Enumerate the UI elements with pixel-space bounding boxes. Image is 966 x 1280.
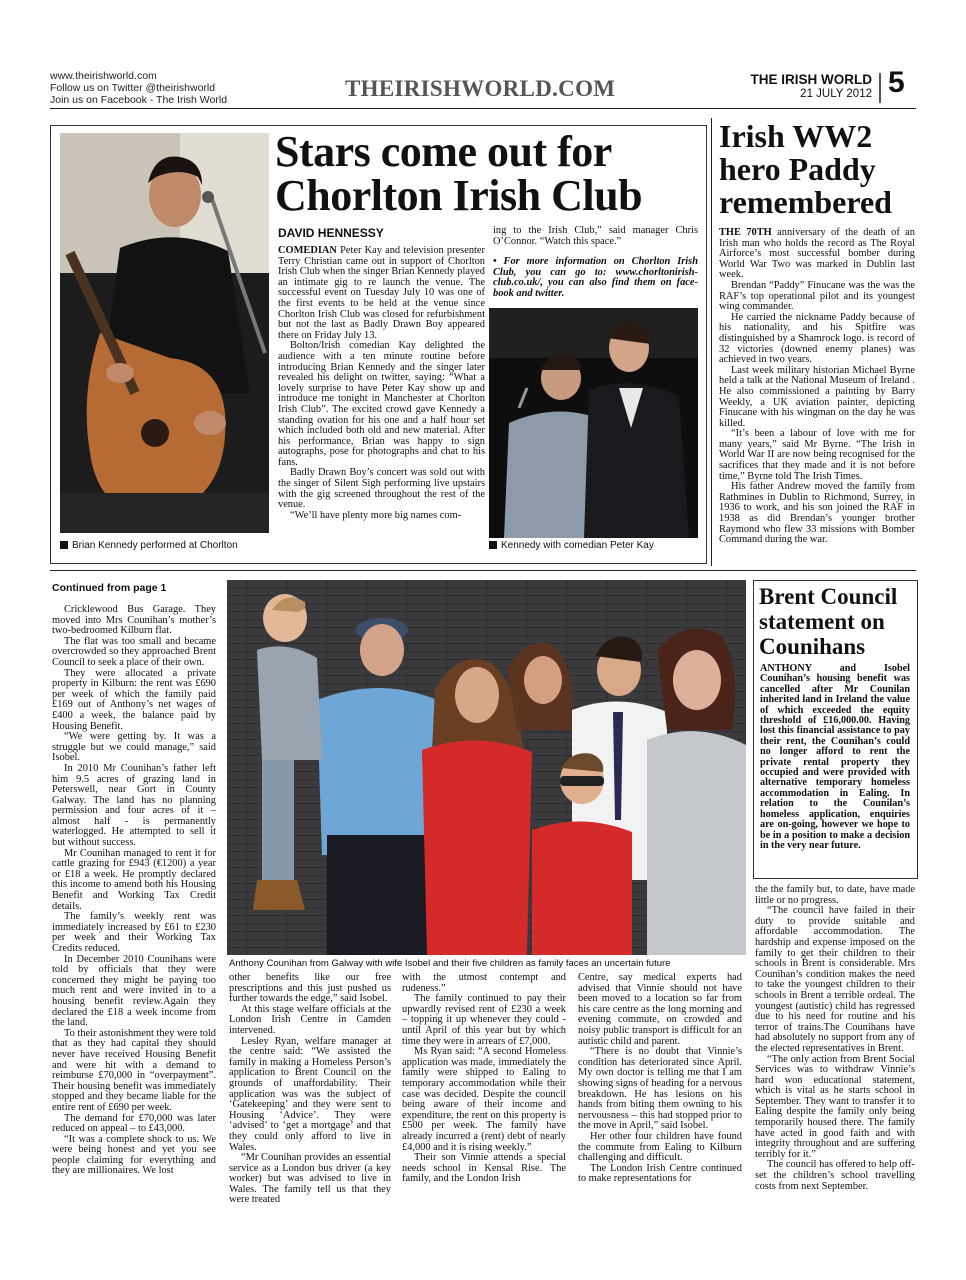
- story3-c5-p4: The council has offered to help off-set the children’s school travelling costs from next September.: [755, 1159, 915, 1192]
- story3-c4-p4: The London Irish Centre continued to make representations for: [578, 1162, 742, 1185]
- story3-c1-p7: The family’s weekly rent was immediately increased by £61 to £230 per week and their Working Tax Credits reduced.: [52, 911, 216, 954]
- page-number: 5: [888, 66, 905, 99]
- story2-headline-line3: remembered: [719, 184, 892, 220]
- story3-column4: [578, 973, 742, 1185]
- story3-column2: [229, 973, 391, 1206]
- story3-c1-p2: The flat was too small and became overcrowded so they approached Brent Council to seek a place of their own.: [52, 635, 216, 668]
- sidebar-statement: ANTHONY and Isobel Counihan’s housing benefit was cancelled after Mr Counilan inherited land in Ireland the value of which exceeded the equity threshold of £16,000.00. Having lost this financial assistance to pay their rent, the Counihan’s could no longer afford to rent the private rental property they occupied and were provided with alternative temporary homeless accommodation in Ealing. In relation to the Counilan’s homeless application, enquiries are on-going, however we hope to be in a position to make a decision in the very near future.: [760, 663, 910, 851]
- story3-c1-p10: The demand for £70,000 was later reduced on appeal – to £43,000.: [52, 1112, 216, 1135]
- paper-name: THE IRISH WORLD: [750, 72, 872, 87]
- story3-c3-p1: with the utmost contempt and rudeness.”: [402, 972, 566, 994]
- photo2-caption: [489, 540, 699, 552]
- story3-c3-p2: The family continued to pay their upwardly revised rent of £230 a week – topping it up whenever they could - until April of this year but by which time they were in arrears of £7,000.: [402, 993, 566, 1047]
- story2-para3: He carried the nickname Paddy because of his nationality, and his Spitfire was distinguished by a Shamrock logo. is record of 32 victories (downed enemy planes) was achieved in two years.: [719, 311, 915, 366]
- photo-kennedy-peter-kay: [489, 308, 698, 538]
- story3-c1-p4: “We were getting by. It was a struggle but we could manage,” said Isobel.: [52, 731, 216, 764]
- story3-c2-p3: Lesley Ryan, welfare manager at the centre said: “We assisted the family in making a Homeless Person’s application to Brent Council on the grounds of unaffordability. Their application was was the subject of ‘Gatekeeping’ and they were sent to Housing ‘Advice’. They were ‘advised’ to ‘get a mortgage’ and that they could only afford to live in Wales.: [229, 1035, 391, 1153]
- story2-para2: Brendan “Paddy” Finucane was the was the RAF’s top operational pilot and its youngest wing commander.: [719, 279, 915, 313]
- facebook-line: Join us on Facebook - The Irish World: [50, 94, 228, 106]
- story3-c4-p2: “There is no doubt that Vinnie’s condition has deteriorated since April. My own doctor is telling me that I am showing signs of heading for a nervous breakdown. He has lesions on his hands from biting them owning to his nervousness – this had stopped prior to the move in April,” said Isobel.: [578, 1046, 742, 1132]
- sidebar-headline-line3: Counihans: [759, 634, 866, 659]
- story3-c5-p3: “The only action from Brent Social Services was to withdraw Vinnie’s hard won educational statement, which is vital as he starts school in September. They want to transfer it to Ealing despite the family only being temporarily housed there. The family have acted in good faith and with integrity throughout and are suffering terribly for it.”: [755, 1053, 915, 1160]
- section-rule: [50, 570, 916, 571]
- story3-c1-p11: “It was a complete shock to us. We were being honest and yet you see people claiming for everything and they are millionaires. We lost: [52, 1133, 216, 1177]
- story2-headline-line2: hero Paddy: [719, 151, 876, 187]
- story3-column1: [52, 605, 216, 1177]
- story1-col2-text: ing to the Irish Club,” said manager Chris O’Connor. “Watch this space.”: [493, 225, 698, 247]
- story3-c4-p3: Her other four children have found the commute from Ealing to Kilburn challenging and difficult.: [578, 1130, 742, 1164]
- story1-column1: [278, 246, 485, 521]
- story3-c1-p3: They were allocated a private property in Kilburn: the rent was £690 per week of which the family paid £169 out of Anthony’s net wages of £400 a week, the balance paid by Housing Benefit.: [52, 667, 216, 732]
- photo-counihan-family: [227, 580, 746, 955]
- header-divider: [879, 73, 881, 103]
- story1-para4: “We’ll have plenty more big names com-: [290, 509, 462, 521]
- story3-c1-p5: In 2010 Mr Counihan’s father left him 9.5 acres of grazing land in Peterswell, near Gort in County Galway. The land has no planning permission and four acres of it – almost half - is permanently waterlogged. He attempted to sell it but without success.: [52, 762, 216, 849]
- header-rule: [50, 108, 916, 109]
- story2-para4: Last week military historian Michael Byrne held a talk at the National Museum of Ireland . He also commissioned a painting by Barry Weekly, a UK aviation painter, depicting Finucane with his wingman on the day he was killed.: [719, 364, 915, 429]
- story3-c5-p2: “The council have failed in their duty to provide suitable and affordable accommodation. The hardship and expense imposed on the family to get their children to their schools in Brent is considerable. Mrs Counihan’s condition makes the need to take the youngest children to their schools in Brent a terrible ordeal. The youngest (autistic) child has regressed due to his need for routine and his terror of trains.The Counihans have had absolutely no support from any of the elected representatives in Brent.: [755, 905, 915, 1054]
- story3-c2-p2: At this stage welfare officials at the London Irish Centre in Camden intervened.: [229, 1003, 391, 1036]
- story3-column5: [755, 885, 915, 1192]
- caption-marker-icon: [489, 541, 497, 549]
- caption-marker-icon: [60, 541, 68, 549]
- story3-c2-p1: other benefits like our free prescriptions and this just pushed us further towards the edge,” said Isobel.: [229, 972, 391, 1005]
- story2-para6: His father Andrew moved the family from Rathmines in Dublin to Richmond, Surrey, in 1936 to work, and his son joined the RAF in 1938 as did Brendan’s younger brother Raymond who flew 33 missions with Bomber Command during the war.: [719, 481, 915, 546]
- story1-headline-line1: Stars come out for: [275, 127, 612, 176]
- story3-c3-p3: Ms Ryan said: “A second Homeless application was made, immediately the family were shipped to Ealing to temporary accommodation while their case was decided. Despite the council being aware of their income and expenditure, the rent on this property is £500 per week. The family have already incurred a (rent) debt of nearly £4,000 and it is rising weekly.”: [402, 1046, 566, 1153]
- story2-para5: “It’s been a labour of love with me for many years,” said Mr Byrne. “The Irish in World War II are now being recognised for the sacrifices that they made and it is not before time,” Byrne told The Irish Times.: [719, 428, 915, 482]
- story2-headline: [719, 120, 919, 219]
- story3-column3: [402, 973, 566, 1185]
- story1-para2: Bolton/Irish comedian Kay delighted the audience with a ten minute routine before introducing Brian Kennedy and the singer later revealed his delight on twitter, saying: “What a lovely surprise to have Peter Kay show up and introduce me tonight in Manchester at Chorlton Irish Club”. The excited crowd gave Kennedy a standing ovation for his one and a half hour set which included both old and new material. After his performance, Brian was happy to sign autographs, pose for photographs and chat to his fans.: [278, 340, 485, 468]
- story3-c4-p1: Centre, say medical experts had advised that Vinnie should not have been moved to a location so far from his care centre as the long morning and evening commute, on crowded and noisy public transport is difficult for an autistic child and parent.: [578, 972, 742, 1047]
- story3-c3-p4: Their son Vinnie attends a special needs school in Kensal Rise. The family, and the London Irish: [402, 1152, 566, 1185]
- story3-c1-p8: In December 2010 Counihans were told by officials that they were concerned they might be paying too much rent and were invited in to a housing benefit review.Again they declared the £18 a week income from the land.: [52, 953, 216, 1029]
- family-illustration: [227, 580, 746, 955]
- story2-headline-line1: Irish WW2: [719, 118, 873, 154]
- two-men-illustration: [489, 308, 698, 538]
- story2-para1: THE 70TH anniversary of the death of an Irish man who holds the record as The Royal Airforce’s most successful bomber during World War Two was marked in Dublin last week.: [719, 227, 915, 281]
- issue-date: 21 JULY 2012: [800, 88, 872, 100]
- singer-guitar-illustration: [60, 133, 269, 533]
- photo1-caption-text: Brian Kennedy performed at Chorlton: [72, 540, 238, 551]
- story3-c5-p1: the the family but, to date, have made little or no progress.: [755, 884, 915, 906]
- photo2-caption-text: Kennedy with comedian Peter Kay: [501, 540, 654, 551]
- photo1-caption: [60, 540, 270, 552]
- header-contact: [50, 70, 227, 106]
- story3-c1-p9: To their astonishment they were told that as they had capital they should never have received Housing Benefit and were hit with a demand to reimburse £70,000 in “overpayment”. Their housing benefit was immediately stopped and they became liable for the entire rent of £690 per week.: [52, 1027, 216, 1113]
- sidebar-headline-line1: Brent Council: [759, 584, 898, 609]
- continued-kicker: Continued from page 1: [52, 582, 167, 594]
- story2-left-rule: [711, 118, 712, 566]
- story1-headline: [275, 127, 695, 220]
- photo-brian-kennedy: [60, 133, 269, 533]
- story1-byline: DAVID HENNESSY: [278, 226, 384, 240]
- story1-headline-line2: Chorlton Irish Club: [275, 171, 643, 220]
- masthead: THEIRISHWORLD.COM: [345, 76, 616, 101]
- story1-info: • For more information on Chorlton Irish Club, you can go to: www.chorltonirish-club.co.uk/, you can also find them on face-book and twitter.: [493, 256, 698, 299]
- story2-body: [719, 228, 915, 546]
- story3-c1-p1: Cricklewood Bus Garage. They moved into Mrs Counihan’s mother’s two-bedroomed Kilburn flat.: [52, 604, 216, 637]
- twitter-line: Follow us on Twitter @theirishworld: [50, 82, 216, 94]
- story1-para3: Badly Drawn Boy’s concert was sold out with the singer of Silent Sigh performing live upstairs with the gig screened throughout the rest of the venue.: [278, 467, 485, 511]
- story3-c2-p4: “Mr Counihan provides an essential service as a London bus driver (a key worker) but was advised to live in Wales. The family tell us that they were treated: [229, 1152, 391, 1206]
- family-photo-caption: Anthony Counihan from Galway with wife Isobel and their five children as family faces an uncertain future: [229, 958, 671, 969]
- story1-para1: COMEDIAN Peter Kay and television presenter Terry Christian came out in support of Chorlton Irish Club when the singer Brian Kennedy played an intimate gig to re launch the venue. The successful event on Tuesday July 10 was one of the first events to be held at the venue since Chorlton Irish Club was closed for refurbishment but not the last as Badly Drawn Boy appeared there on Friday July 13.: [278, 245, 485, 341]
- sidebar-headline: [759, 584, 914, 659]
- story1-column2: [493, 226, 698, 300]
- sidebar-headline-line2: statement on: [759, 609, 885, 634]
- story3-c1-p6: Mr Counihan managed to rent it for cattle grazing for £943 (€1200) a year or £18 a week. He promptly declared this income to amend both his Housing Benefit and Working Tax Credit details.: [52, 847, 216, 912]
- site-url[interactable]: www.theirishworld.com: [50, 70, 157, 82]
